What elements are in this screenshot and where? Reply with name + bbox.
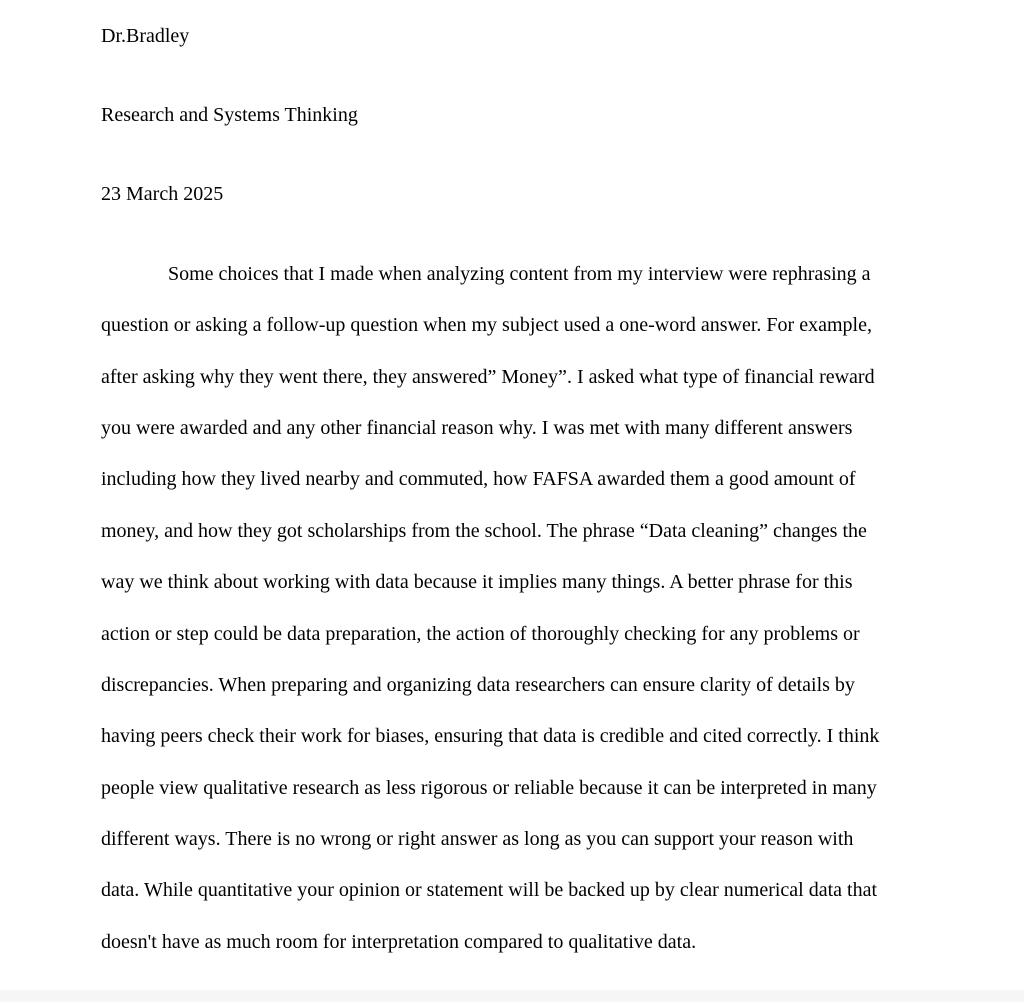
paragraph-line: question or asking a follow-up question when my subject used a one-word answer. For example, bbox=[101, 314, 872, 336]
course-title: Research and Systems Thinking bbox=[101, 104, 358, 126]
paragraph-line: having peers check their work for biases, ensuring that data is credible and cited correctly. I think bbox=[101, 725, 880, 747]
paragraph-line: different ways. There is no wrong or right answer as long as you can support your reason with bbox=[101, 828, 854, 850]
instructor-name: Dr.Bradley bbox=[101, 25, 190, 47]
paragraph-line: including how they lived nearby and commuted, how FAFSA awarded them a good amount of bbox=[101, 468, 856, 490]
paragraph-line: way we think about working with data because it implies many things. A better phrase for this bbox=[101, 571, 853, 593]
paragraph-line: doesn't have as much room for interpretation compared to qualitative data. bbox=[101, 931, 697, 953]
paragraph-line: data. While quantitative your opinion or statement will be backed up by clear numerical data that bbox=[101, 879, 878, 901]
paragraph-line: discrepancies. When preparing and organizing data researchers can ensure clarity of details by bbox=[101, 674, 855, 696]
paragraph-line: people view qualitative research as less rigorous or reliable because it can be interpreted in many bbox=[101, 777, 877, 799]
paragraph-line: money, and how they got scholarships from the school. The phrase “Data cleaning” changes the bbox=[101, 520, 867, 542]
paragraph-line: you were awarded and any other financial reason why. I was met with many different answers bbox=[101, 417, 853, 439]
paragraph-line: action or step could be data preparation, the action of thoroughly checking for any problems or bbox=[101, 623, 860, 645]
page-bottom-edge bbox=[0, 990, 1024, 1002]
paragraph-line: after asking why they went there, they answered” Money”. I asked what type of financial reward bbox=[101, 366, 875, 388]
document-date: 23 March 2025 bbox=[101, 183, 224, 205]
paragraph-line: Some choices that I made when analyzing content from my interview were rephrasing a bbox=[168, 263, 871, 285]
